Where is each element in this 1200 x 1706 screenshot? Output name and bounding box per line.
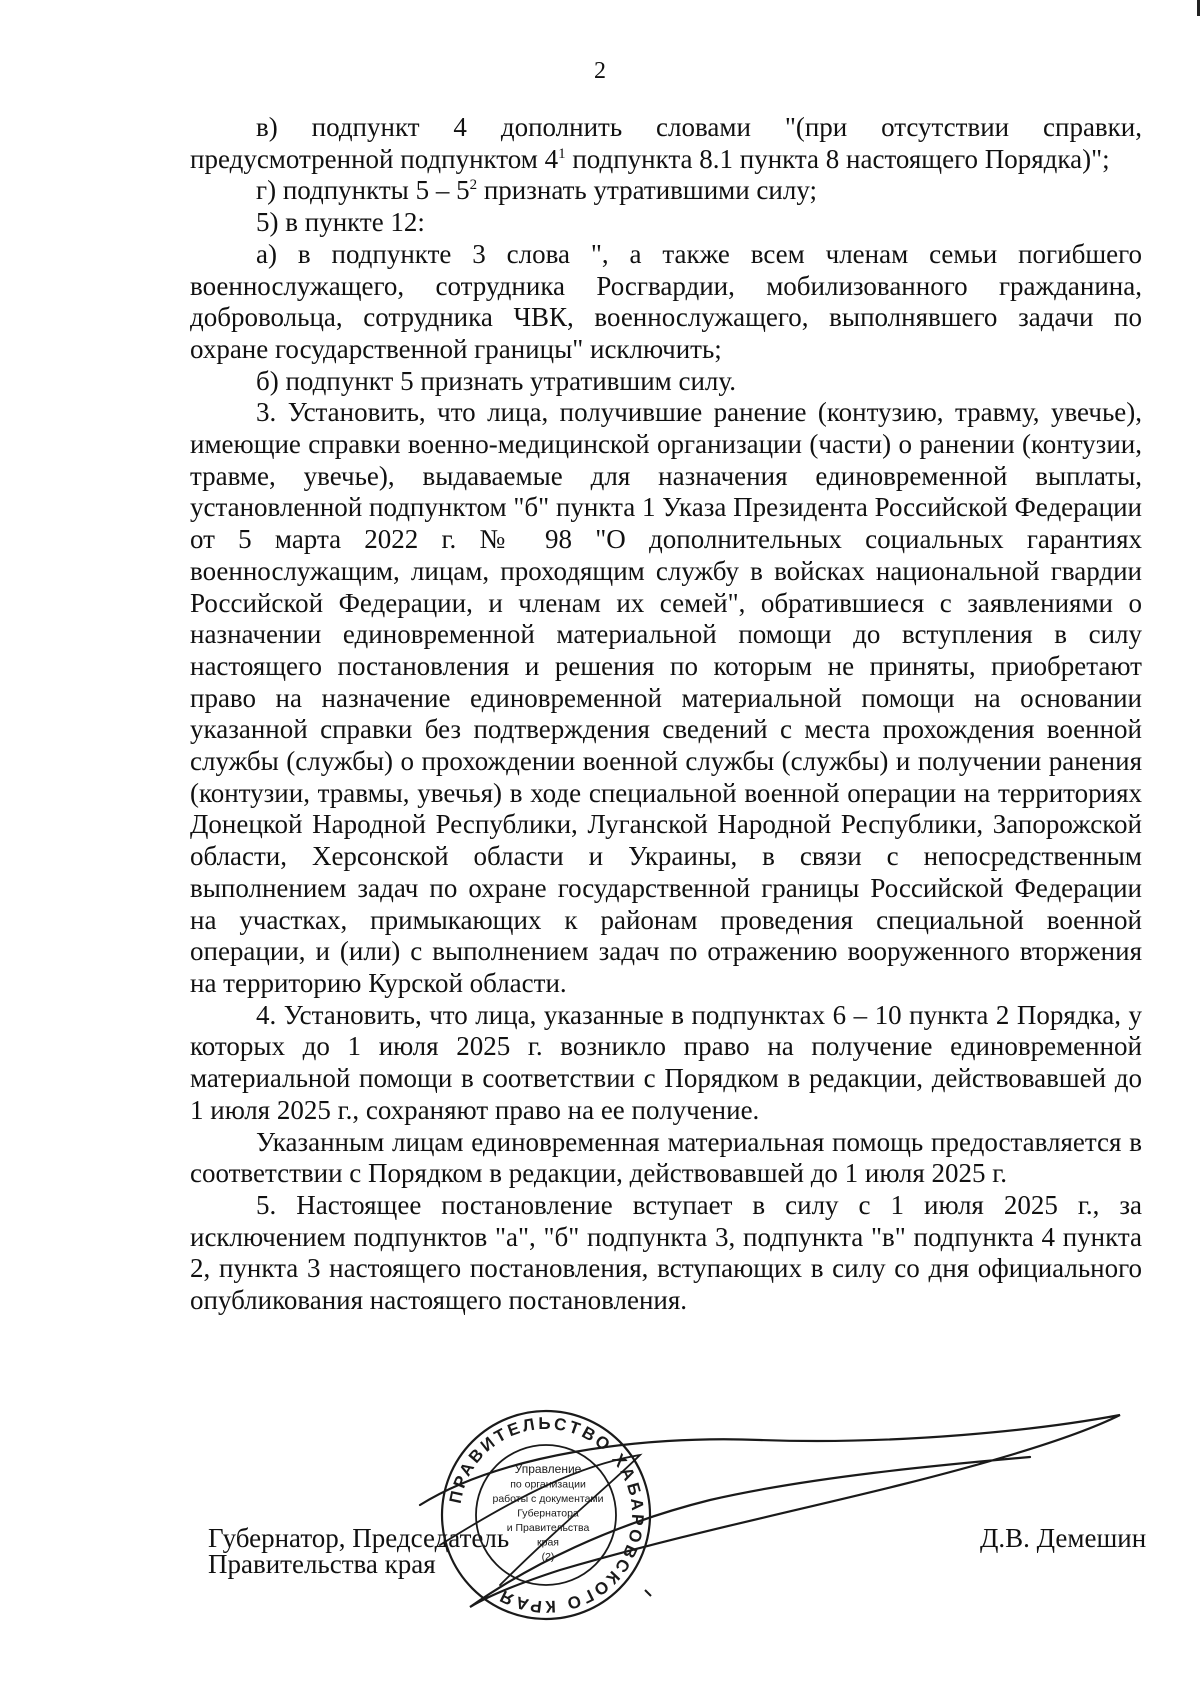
stamp-inner-line: по организации — [510, 1478, 586, 1491]
paragraph-g — [190, 175, 1142, 207]
superscript: 2 — [469, 177, 478, 194]
signatory-title-line1: Губернатор, Председатель — [208, 1523, 510, 1553]
paragraph-item-4: 4. Установить, что лица, указанные в подпунктах 6 – 10 пункта 2 Порядка, у которых до 1 июля 2025 г. возникло право на получение единовременной материальной помощи в соответствии с Порядком в редакции, действовавшей до 1 июля 2025 г., сохраняют право на ее получение. — [190, 999, 1142, 1125]
stamp-inner-line: работы с документами — [492, 1493, 604, 1505]
paragraph-b: б) подпункт 5 признать утратившим силу. — [256, 365, 736, 396]
handwritten-signature — [380, 1395, 1140, 1625]
stamp-inner-line: края — [537, 1536, 559, 1549]
stamp-inner-line: Управление — [514, 1462, 582, 1476]
superscript: 1 — [558, 145, 566, 162]
paragraph-v — [190, 112, 1142, 175]
stamp-ring-text: ПРАВИТЕЛЬСТВО ХАБАРОВСКОГО КРАЯ — [445, 1413, 648, 1617]
stamp-inner-line: Губернатора — [517, 1507, 579, 1520]
paragraph-item-4-cont: Указанным лицам единовременная материальная помощь предоставляется в соответствии с Порядком в редакции, действовавшей до 1 июля 2025 г. — [190, 1126, 1142, 1189]
paragraph-a: а) в подпункте 3 слова ", а также всем членам семьи погибшего военнослужащего, сотрудника Росгвардии, мобилизованного гражданина, добровольца, сотрудника ЧВК, военнослужащего, выполнявшего задачи по охране государственной границы" исключить; — [190, 238, 1142, 364]
paragraph-g-text-end: признать утратившими силу; — [477, 175, 817, 206]
signatory-title-line2: Правительства края — [208, 1549, 436, 1579]
paragraph-item-3: 3. Установить, что лица, получившие ранение (контузию, травму, увечье), имеющие справки военно-медицинской организации (части) о ранении (контузии, травме, увечье), выдаваемые для назначения единовременной выплаты, установленной подпунктом "б" пункта 1 Указа Президента Российской Федерации от 5 марта 2022 г. № 98 "О дополнительных социальных гарантиях военнослужащим, лицам, проходящим службу в войсках национальной гвардии Российской Федерации, и членам их семей", обратившиеся с заявлениями о назначении единовременной материальной помощи до вступления в силу настоящего постановления и решения по которым не приняты, приобретают право на назначение единовременной материальной помощи на основании указанной справки без подтверждения сведений с места прохождения военной службы (службы) о прохождении военной службы (службы) и получении ранения (контузии, травмы, увечья) в ходе специальной военной операции на территориях Донецкой Народной Республики, Луганской Народной Республики, Запорожской области, Херсонской области и Украины, в связи с непосредственным выполнением задач по охране государственной границы Российской Федерации на участках, примыкающих к районам проведения специальной военной операции, и (или) с выполнением задач по отражению вооруженного вторжения на территорию Курской области. — [190, 397, 1142, 998]
stamp-inner-line: и Правительства — [506, 1522, 590, 1534]
paragraph-5: 5) в пункте 12: — [256, 207, 425, 238]
page-number: 2 — [594, 58, 606, 84]
stamp-inner-line: (2) — [541, 1551, 555, 1563]
signatory-name: Д.В. Демешин — [980, 1523, 1147, 1553]
paragraph-v-text: в) подпункт 4 дополнить словами "(при отсутствии справки, предусмотренной подпунктом 4 — [190, 112, 1142, 174]
paragraph-item-5: 5. Настоящее постановление вступает в силу с 1 июля 2025 г., за исключением подпунктов "а", "б" подпункта 3, подпункта "в" подпункта 4 пункта 2, пункта 3 настоящего постановления, вступающих в силу со дня официального опубликования настоящего постановления. — [190, 1189, 1142, 1316]
paragraph-v-text-end: подпункта 8.1 пункта 8 настоящего Порядка)"; — [565, 143, 1110, 174]
paragraph-g-text: г) подпункты 5 – 5 — [256, 175, 470, 206]
document-body — [190, 112, 1142, 1317]
